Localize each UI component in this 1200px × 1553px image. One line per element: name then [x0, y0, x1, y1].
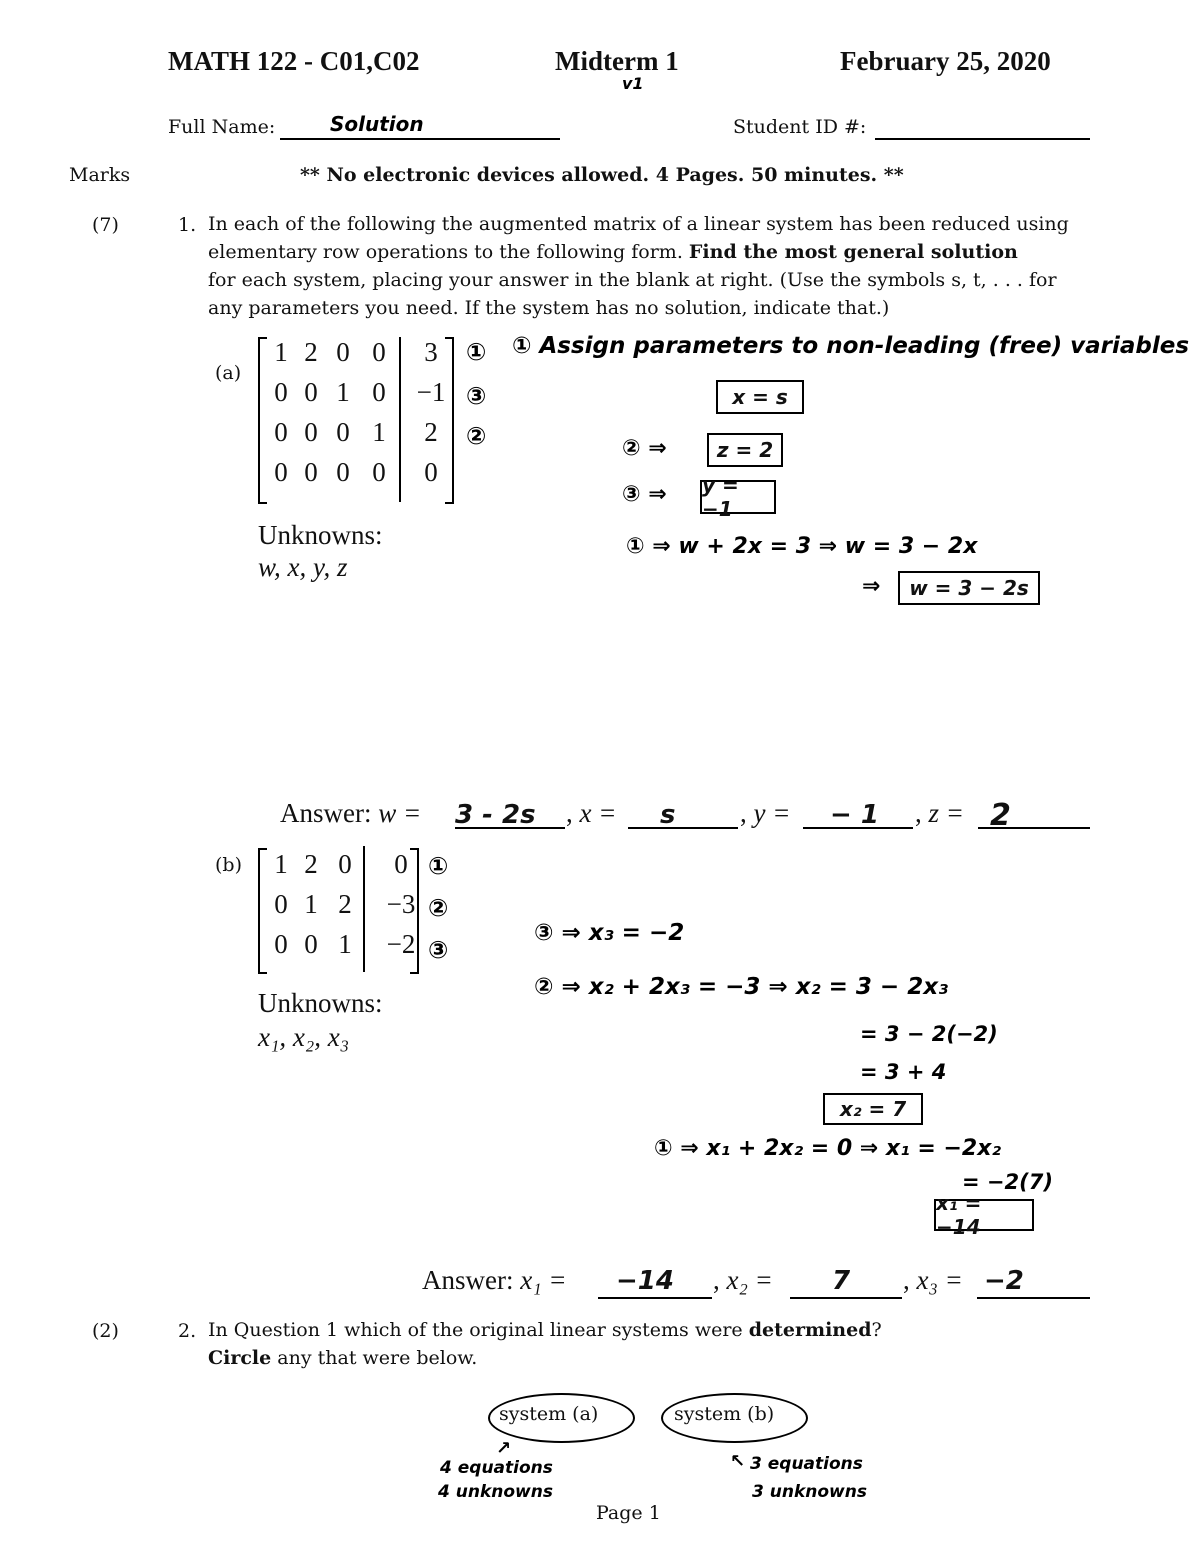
instructions: ** No electronic devices allowed. 4 Pages. 50 minutes. **	[300, 164, 904, 186]
q1a-label: (a)	[215, 362, 242, 384]
answer-x1-value: −14	[616, 1266, 674, 1296]
answer-sep: , x₃ =	[903, 1265, 963, 1295]
x-answer-box: x = s	[716, 380, 804, 414]
row-mark: ②	[428, 894, 449, 922]
q1b-answer: Answer: x₁ =	[422, 1265, 567, 1295]
q1a-unknowns: w, x, y, z	[258, 552, 348, 582]
answer-x-value: s	[660, 800, 676, 830]
q2-text-line1: In Question 1 which of the original linear systems were determined?	[208, 1319, 882, 1341]
answer-blank	[628, 827, 738, 829]
option-a-label: system (a)	[499, 1403, 599, 1425]
matrix-cell: 0	[304, 377, 318, 407]
answer-w-value: 3 - 2s	[455, 800, 536, 830]
answer-blank	[977, 1297, 1090, 1299]
q2-number: 2.	[178, 1320, 197, 1342]
matrix-cell: 0	[372, 337, 386, 367]
work-step: ② ⇒ x₂ + 2x₃ = −3 ⇒ x₂ = 3 − 2x₃	[534, 974, 949, 1000]
student-id-label: Student ID #:	[733, 116, 867, 138]
matrix-cell: −1	[416, 377, 446, 407]
z-answer-box: z = 2	[707, 433, 783, 467]
q1-marks: (7)	[92, 214, 119, 236]
matrix-cell: 1	[372, 417, 386, 447]
matrix-cell: 0	[394, 849, 408, 879]
q1b-unknowns: x₁, x₂, x₃	[258, 1022, 350, 1052]
row-mark: ①	[428, 852, 449, 880]
q1-number: 1.	[178, 214, 197, 236]
matrix-cell: 1	[338, 929, 352, 959]
matrix-right-bracket	[445, 337, 454, 504]
matrix-cell: 0	[274, 889, 288, 919]
page-number: Page 1	[596, 1502, 661, 1524]
work-step: = −2(7)	[962, 1170, 1053, 1194]
option-b-label: system (b)	[674, 1403, 775, 1425]
q1-text-line1: In each of the following the augmented matrix of a linear system has been reduced using	[208, 213, 1069, 235]
q2-marks: (2)	[92, 1320, 119, 1342]
matrix-cell: 0	[274, 377, 288, 407]
answer-x2-value: 7	[832, 1266, 851, 1296]
y-answer-box: y = −1	[700, 480, 776, 514]
matrix-cell: 0	[304, 417, 318, 447]
q1a-answer: Answer: w =	[280, 798, 422, 828]
matrix-cell: 1	[336, 377, 350, 407]
full-name-value: Solution	[330, 112, 424, 136]
answer-x3-value: −2	[984, 1266, 1024, 1296]
work-step: = 3 + 4	[860, 1060, 947, 1084]
q1-text-line2: elementary row operations to the following form. Find the most general solution	[208, 241, 1018, 263]
matrix-cell: 0	[304, 929, 318, 959]
row-mark: ③	[466, 382, 487, 410]
augment-bar	[363, 846, 365, 972]
matrix-cell: 2	[304, 337, 318, 367]
answer-blank	[790, 1297, 902, 1299]
note-a-line2: 4 unknowns	[438, 1482, 553, 1502]
answer-sep: , z =	[915, 798, 964, 828]
answer-z-value: 2	[990, 798, 1011, 833]
q1-text-line4: any parameters you need. If the system has no solution, indicate that.)	[208, 297, 890, 319]
row-mark: ①	[466, 338, 487, 366]
row-mark: ③	[428, 936, 449, 964]
matrix-cell: 0	[336, 337, 350, 367]
marks-label: Marks	[69, 164, 131, 186]
course-title: MATH 122 - C01,C02	[168, 46, 420, 76]
note-b-line2: 3 unknowns	[752, 1482, 867, 1502]
full-name-label: Full Name:	[168, 116, 276, 138]
q2-text-line2: Circle any that were below.	[208, 1347, 478, 1369]
answer-sep: , y =	[740, 798, 791, 828]
x2-answer-box: x₂ = 7	[823, 1093, 923, 1125]
matrix-cell: 0	[336, 417, 350, 447]
work-step: ② ⇒	[622, 436, 667, 461]
matrix-cell: −3	[386, 889, 416, 919]
matrix-cell: 0	[336, 457, 350, 487]
matrix-cell: 0	[274, 457, 288, 487]
q1a-unknowns-label: Unknowns:	[258, 520, 383, 550]
answer-blank	[598, 1297, 712, 1299]
matrix-cell: 2	[424, 417, 438, 447]
version-note: v1	[622, 74, 644, 93]
row-mark: ②	[466, 422, 487, 450]
work-step: ① ⇒ x₁ + 2x₂ = 0 ⇒ x₁ = −2x₂	[654, 1136, 1002, 1161]
matrix-cell: 0	[304, 457, 318, 487]
work-step: = 3 − 2(−2)	[860, 1022, 998, 1046]
x1-answer-box: x₁ = −14	[934, 1199, 1034, 1231]
w-answer-box: w = 3 − 2s	[898, 571, 1040, 605]
matrix-cell: 3	[424, 337, 438, 367]
work-step: ① ⇒ w + 2x = 3 ⇒ w = 3 − 2x	[626, 534, 978, 559]
answer-sep: , x =	[566, 798, 617, 828]
note-a-line1: 4 equations	[440, 1458, 553, 1478]
matrix-cell: 1	[274, 337, 288, 367]
arrow-up-icon: ↗	[496, 1438, 512, 1459]
matrix-cell: 0	[338, 849, 352, 879]
q1b-label: (b)	[215, 854, 242, 876]
work-step: ③ ⇒ x₃ = −2	[534, 920, 685, 946]
matrix-cell: 0	[372, 377, 386, 407]
work-step: ⇒	[862, 574, 881, 599]
answer-sep: , x₂ =	[713, 1265, 773, 1295]
matrix-cell: 2	[338, 889, 352, 919]
q1a-note-title: ① Assign parameters to non-leading (free) variables	[512, 333, 1190, 359]
q1b-unknowns-label: Unknowns:	[258, 988, 383, 1018]
matrix-cell: 1	[274, 849, 288, 879]
matrix-cell: 0	[274, 417, 288, 447]
answer-y-value: − 1	[830, 800, 879, 830]
exam-date: February 25, 2020	[840, 46, 1051, 76]
exam-title: Midterm 1	[555, 46, 679, 76]
q1-text-line3: for each system, placing your answer in the blank at right. (Use the symbols s, t, . . . for	[208, 269, 1057, 291]
matrix-cell: 0	[424, 457, 438, 487]
matrix-cell: 0	[274, 929, 288, 959]
student-id-line	[875, 138, 1090, 140]
matrix-cell: 0	[372, 457, 386, 487]
matrix-cell: 2	[304, 849, 318, 879]
matrix-cell: 1	[304, 889, 318, 919]
full-name-line	[280, 138, 560, 140]
arrow-up-left-icon: ↖	[730, 1451, 746, 1472]
work-step: ③ ⇒	[622, 482, 667, 507]
note-b-line1: 3 equations	[750, 1454, 863, 1474]
augment-bar	[399, 337, 401, 502]
matrix-cell: −2	[386, 929, 416, 959]
